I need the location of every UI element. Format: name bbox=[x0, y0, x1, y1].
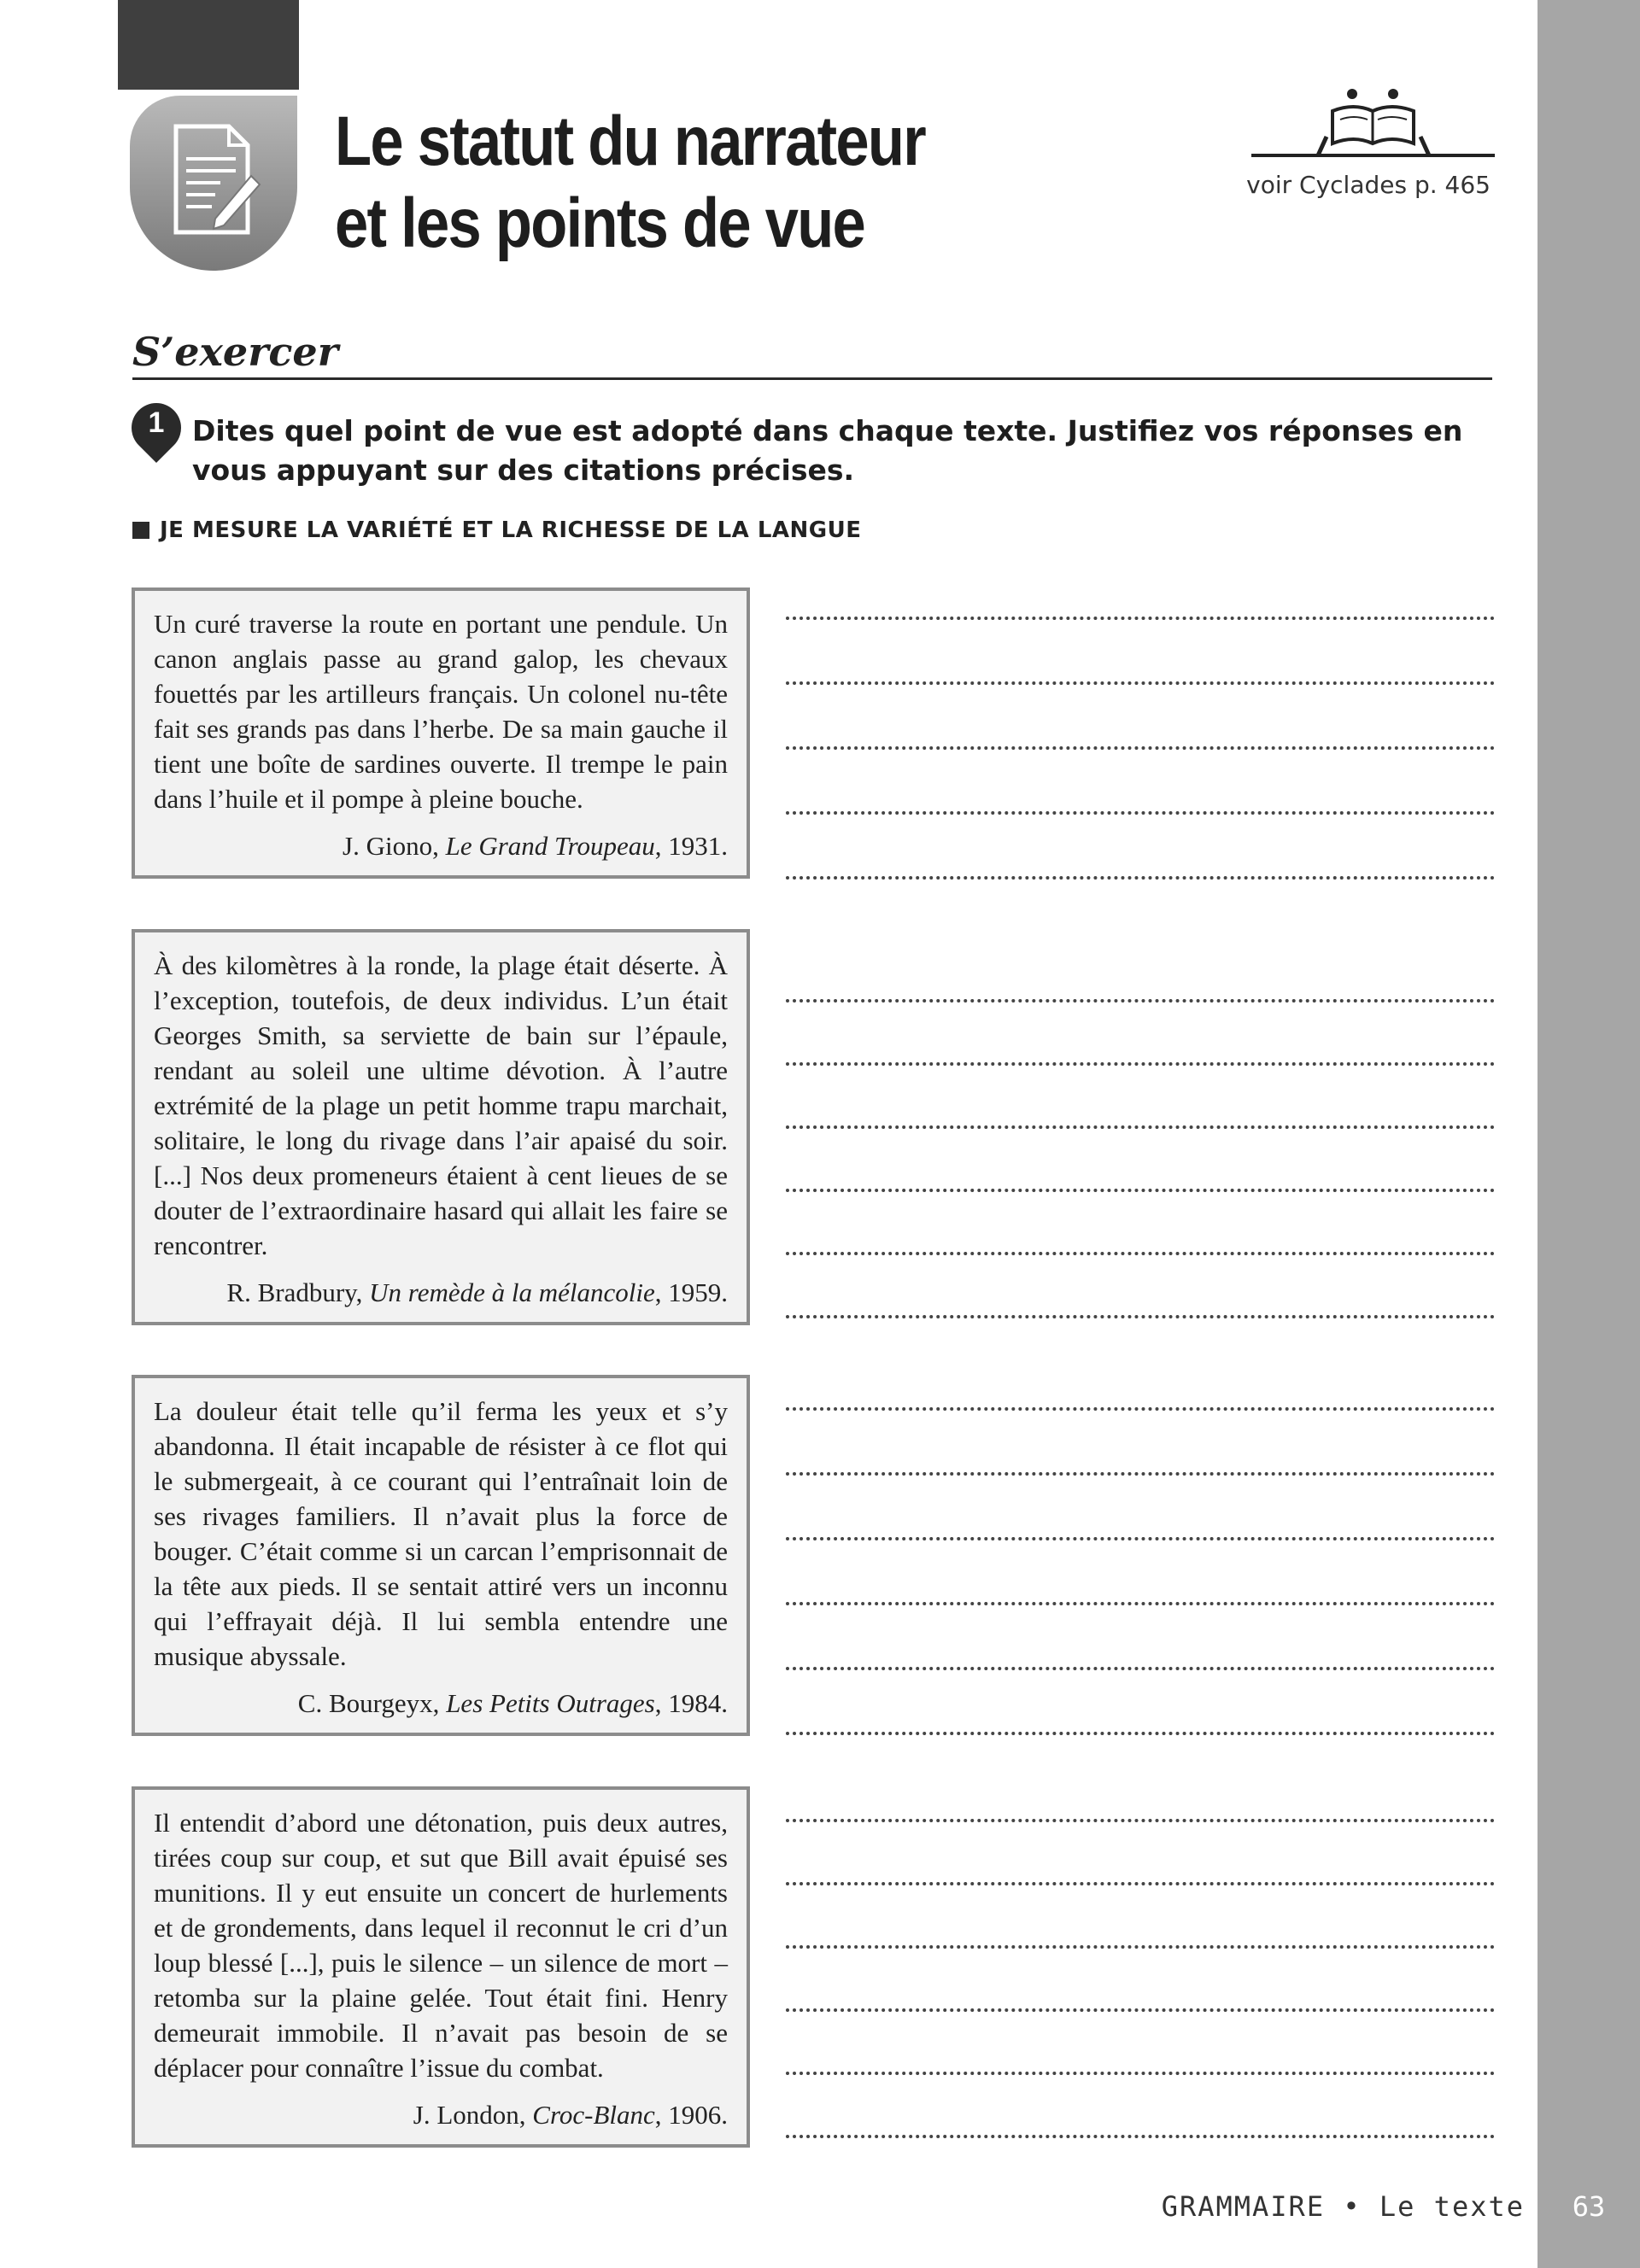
quote-year: , 1931. bbox=[654, 831, 728, 861]
quote-work: Les Petits Outrages bbox=[446, 1688, 655, 1718]
square-bullet-icon bbox=[132, 522, 149, 539]
quote-source bbox=[154, 1275, 728, 1310]
answer-line[interactable] bbox=[786, 1602, 1495, 1605]
document-pencil-icon bbox=[167, 120, 263, 239]
answer-line[interactable] bbox=[786, 2008, 1495, 2012]
answer-line[interactable] bbox=[786, 1315, 1495, 1318]
answer-line[interactable] bbox=[786, 1189, 1495, 1192]
page-gutter bbox=[1538, 0, 1640, 2268]
page-title-line-2: et les points de vue bbox=[335, 184, 865, 262]
reading-book-icon bbox=[1251, 85, 1495, 162]
skill-label: JE MESURE LA VARIÉTÉ ET LA RICHESSE DE LA LANGUE bbox=[160, 517, 862, 543]
page-title bbox=[335, 101, 996, 265]
quote-year: , 1959. bbox=[654, 1277, 728, 1307]
quote-box-1 bbox=[132, 587, 750, 879]
reference-link[interactable]: voir Cyclades p. 465 bbox=[1246, 171, 1491, 199]
answer-line[interactable] bbox=[786, 2135, 1495, 2138]
answer-line[interactable] bbox=[786, 746, 1495, 750]
answer-line[interactable] bbox=[786, 1819, 1495, 1822]
answer-line[interactable] bbox=[786, 1537, 1495, 1540]
page-number: 63 bbox=[1572, 2190, 1606, 2223]
quote-box-4 bbox=[132, 1786, 750, 2148]
quote-box-2 bbox=[132, 929, 750, 1325]
quote-body: Un curé traverse la route en portant une pendule. Un canon anglais passe au grand galop, les chevaux fouettés par les artilleurs français. Un colonel nu-tête fait ses grands pas dans l’herbe. De sa main gauche il tient une boîte de sardines ouverte. Il trempe le pain dans l’huile et il pompe à pleine bouche. bbox=[154, 609, 728, 814]
answer-line[interactable] bbox=[786, 876, 1495, 880]
quote-author: R. Bradbury, bbox=[226, 1277, 370, 1307]
exercise-number: 1 bbox=[148, 406, 165, 439]
answer-line[interactable] bbox=[786, 1945, 1495, 1949]
section-title: S’exercer bbox=[132, 329, 338, 375]
footer-chapter: GRAMMAIRE • Le texte bbox=[1161, 2190, 1525, 2223]
skill-heading bbox=[132, 517, 862, 543]
answer-line[interactable] bbox=[786, 1667, 1495, 1670]
quote-author: C. Bourgeyx, bbox=[297, 1688, 447, 1718]
answer-line[interactable] bbox=[786, 2072, 1495, 2075]
quote-source bbox=[154, 2097, 728, 2132]
answer-line[interactable] bbox=[786, 1732, 1495, 1735]
quote-body: À des kilomètres à la ronde, la plage était déserte. À l’exception, toutefois, de deux individus. L’un était Georges Smith, sa serviette de bain sur l’épaule, rendant au soleil une ultime dévotion. À l’autre extrémité de la plage un petit homme trapu marchait, solitaire, le long du rivage dans l’air apaisé du soir. [...] Nos deux promeneurs étaient à cent lieues de se douter de l’extraordinaire hasard qui allait les faire se rencontrer. bbox=[154, 950, 728, 1260]
quote-box-3 bbox=[132, 1375, 750, 1736]
quote-author: J. London, bbox=[413, 2100, 533, 2130]
answer-line[interactable] bbox=[786, 999, 1495, 1002]
section-divider bbox=[132, 377, 1492, 380]
answer-line[interactable] bbox=[786, 681, 1495, 685]
answer-line[interactable] bbox=[786, 1882, 1495, 1885]
answer-line[interactable] bbox=[786, 1252, 1495, 1255]
answer-line[interactable] bbox=[786, 1407, 1495, 1411]
quote-work: Croc-Blanc bbox=[532, 2100, 655, 2130]
page-title-line-1: Le statut du narrateur bbox=[335, 102, 925, 180]
answer-line[interactable] bbox=[786, 811, 1495, 815]
quote-body: Il entendit d’abord une détonation, puis deux autres, tirées coup sur coup, et sut que Bill avait épuisé ses munitions. Il y eut ensuite un concert de hurlements et de grondements, dans lequel il reconnut le cri d’un loup blessé [...], puis le silence – un silence de mort – retomba sur la plaine gelée. Tout était fini. Henry demeurait immobile. Il n’avait pas besoin de se déplacer pour connaître l’issue du combat. bbox=[154, 1808, 728, 2083]
quote-work: Le Grand Troupeau bbox=[445, 831, 655, 861]
quote-year: , 1906. bbox=[654, 2100, 728, 2130]
answer-line[interactable] bbox=[786, 1472, 1495, 1476]
quote-source bbox=[154, 828, 728, 863]
answer-line[interactable] bbox=[786, 1125, 1495, 1129]
answer-line[interactable] bbox=[786, 617, 1495, 620]
quote-body: La douleur était telle qu’il ferma les yeux et s’y abandonna. Il était incapable de résister à ce flot qui le submergeait, à ce courant qui l’entraînait loin de ses rivages familiers. Il n’avait plus la force de bouger. C’était comme si un carcan l’emprisonnait de la tête aux pieds. Il se sentait attiré vers un inconnu qui l’effrayait déjà. Il lui sembla entendre une musique abyssale. bbox=[154, 1396, 728, 1671]
quote-work: Un remède à la mélancolie bbox=[369, 1277, 655, 1307]
quote-author: J. Giono, bbox=[343, 831, 446, 861]
exercise-instruction: Dites quel point de vue est adopté dans chaque texte. Justifiez vos réponses en vous appuyant sur des citations précises. bbox=[192, 414, 1463, 487]
quote-year: , 1984. bbox=[654, 1688, 728, 1718]
answer-line[interactable] bbox=[786, 1062, 1495, 1066]
quote-source bbox=[154, 1686, 728, 1721]
